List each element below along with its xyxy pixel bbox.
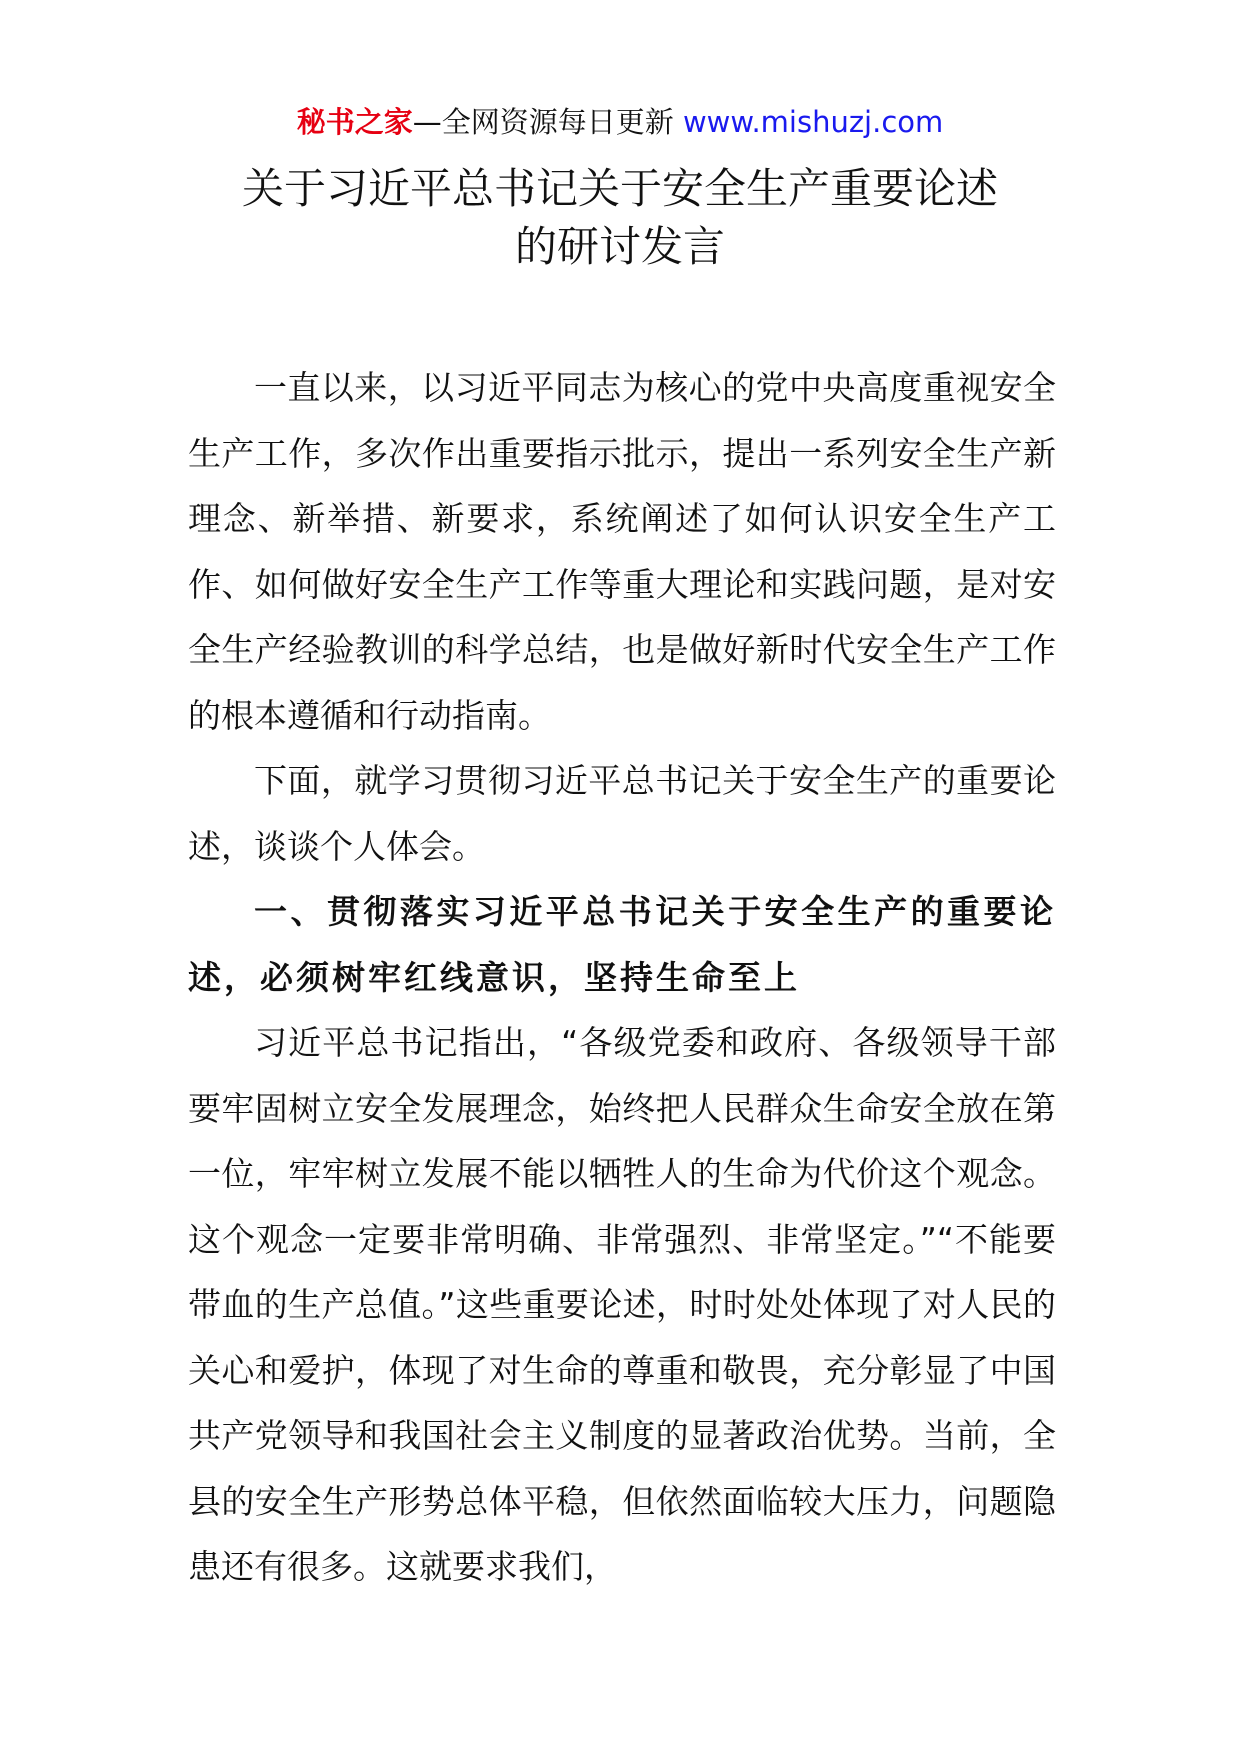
section-heading-text: 一、贯彻落实习近平总书记关于安全生产的重要论述，必须树牢红线意识，坚持生命至上	[188, 892, 1056, 997]
site-url-link[interactable]: www.mishuzj.com	[682, 105, 944, 139]
title-line-1: 关于习近平总书记关于安全生产重要论述	[241, 164, 998, 213]
site-banner	[0, 102, 1240, 142]
brand-name: 秘书之家	[296, 105, 413, 139]
document-body	[188, 355, 1056, 1600]
section-heading	[188, 879, 1056, 1010]
banner-slogan: —全网资源每日更新	[412, 105, 674, 139]
paragraph-transition: 下面，就学习贯彻习近平总书记关于安全生产的重要论述，谈谈个人体会。	[188, 761, 1056, 866]
paragraph-section-1: 习近平总书记指出，“各级党委和政府、各级领导干部要牢固树立安全发展理念，始终把人民群众生命安全放在第一位，牢牢树立发展不能以牺牲人的生命为代价这个观念。这个观念一定要非常明确、非常强烈、非常坚定。”“不能要带血的生产总值。”这些重要论述，时时处处体现了对人民的关心和爱护，体现了对生命的尊重和敬畏，充分彰显了中国共产党领导和我国社会主义制度的显著政治优势。当前，全县的安全生产形势总体平稳，但依然面临较大压力，问题隐患还有很多。这就要求我们，	[188, 1023, 1056, 1586]
title-line-2: 的研讨发言	[514, 222, 725, 271]
document-title	[160, 160, 1080, 276]
paragraph-intro: 一直以来，以习近平同志为核心的党中央高度重视安全生产工作，多次作出重要指示批示，提出一系列安全生产新理念、新举措、新要求，系统阐述了如何认识安全生产工作、如何做好安全生产工作等重大理论和实践问题，是对安全生产经验教训的科学总结，也是做好新时代安全生产工作的根本遵循和行动指南。	[188, 368, 1056, 735]
